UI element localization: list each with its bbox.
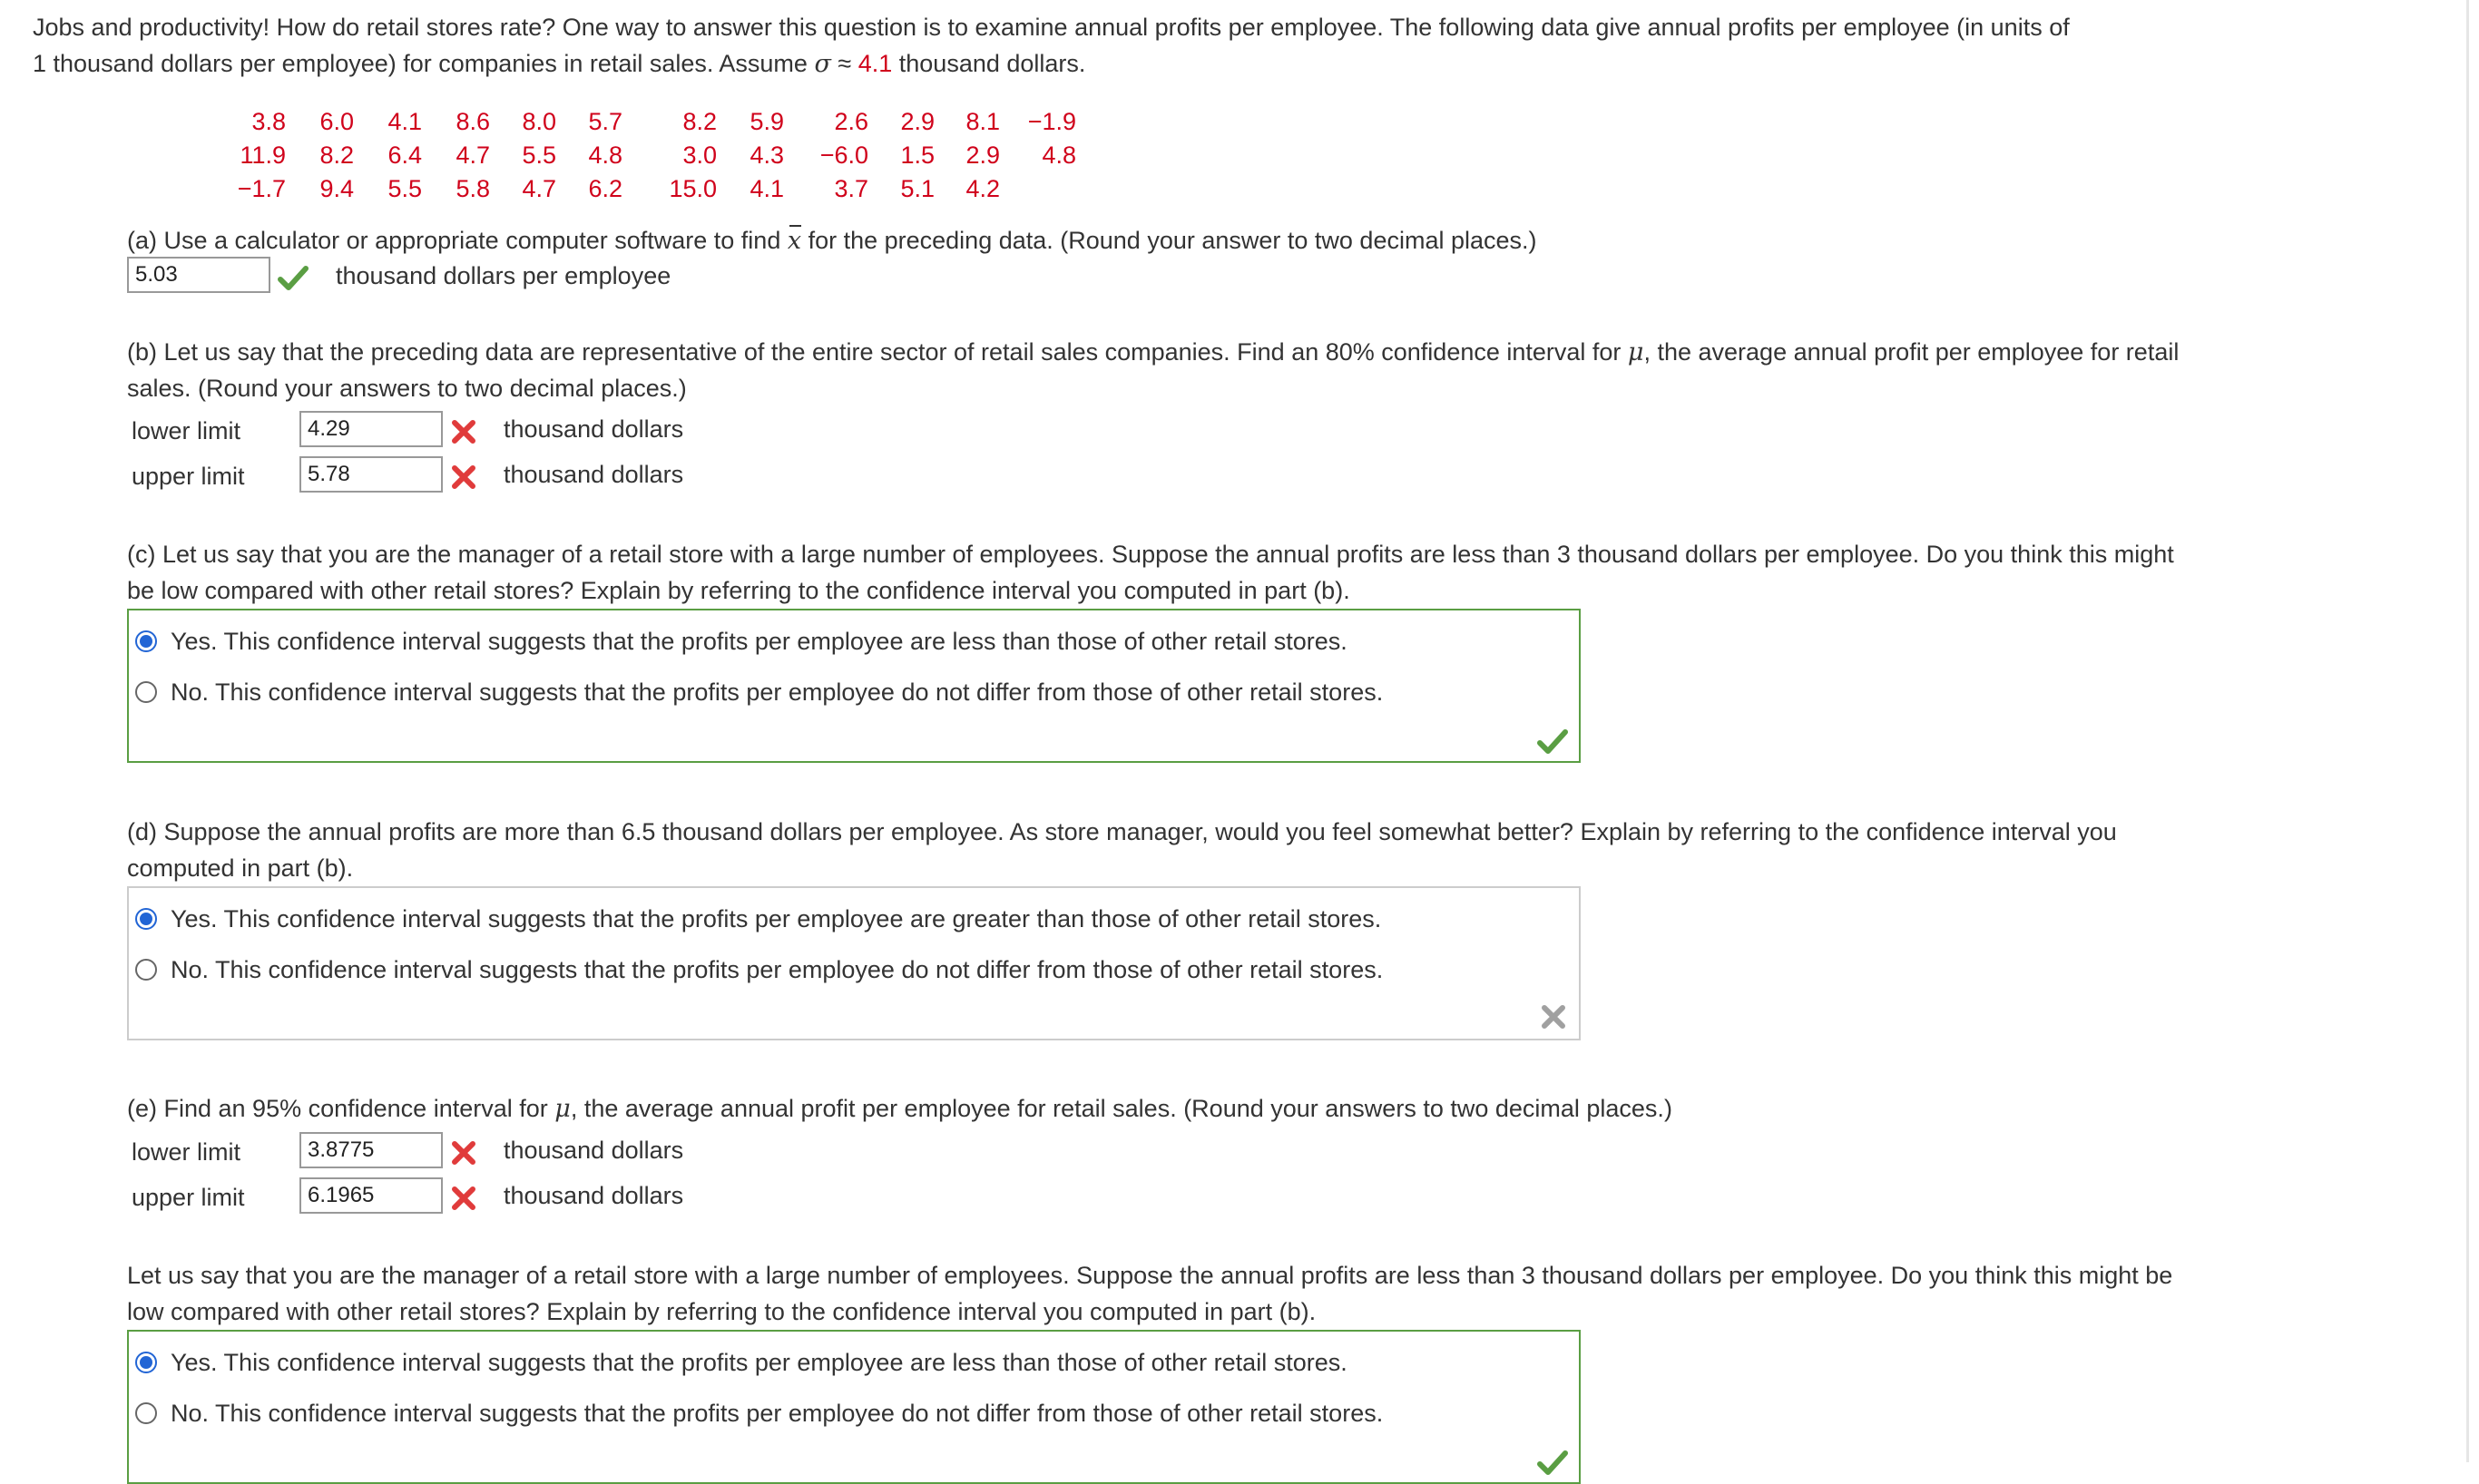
data-value: −1.9 <box>1027 108 1076 135</box>
data-value: 15.0 <box>669 175 717 202</box>
part-e-question <box>127 1090 1672 1128</box>
data-value: 3.7 <box>834 175 868 202</box>
data-value: −1.7 <box>237 175 286 202</box>
part-e-upper-input[interactable]: 6.1965 <box>299 1177 443 1214</box>
part-e-question-text: (e) Find an 95% confidence interval for <box>127 1095 555 1122</box>
check-icon <box>1537 1450 1568 1477</box>
part-b-lower-unit: thousand dollars <box>504 415 684 443</box>
part-e-lower-input[interactable]: 3.8775 <box>299 1132 443 1168</box>
part-e-question-text-end: , the average annual profit per employee for retail sales. (Round your answers to two decimal places.) <box>570 1095 1672 1122</box>
data-value: 8.1 <box>965 108 1000 135</box>
data-value: 4.3 <box>750 142 784 169</box>
part-e-lower-unit: thousand dollars <box>504 1137 684 1164</box>
part-d-question-line-2: computed in part (b). <box>127 854 354 882</box>
part-b-lower-input[interactable]: 4.29 <box>299 411 443 447</box>
part-c-option-no[interactable]: No. This confidence interval suggests that the profits per employee do not differ from those of other retail stores. <box>171 679 1384 706</box>
mu-symbol: μ <box>1627 338 1644 366</box>
part-b-question-text-end: , the average annual profit per employee for retail <box>1643 338 2180 366</box>
part-c-question-line-1: (c) Let us say that you are the manager of a retail store with a large number of employees. Suppose the annual profits are less than 3 thousand dollars per employee. Do you think this might <box>127 541 2174 568</box>
data-value: 6.0 <box>319 108 354 135</box>
part-e-lower-label: lower limit <box>132 1138 241 1166</box>
data-value: 4.7 <box>456 142 490 169</box>
data-value: 8.0 <box>522 108 556 135</box>
part-b-upper-unit: thousand dollars <box>504 461 684 488</box>
part-f-radio-yes[interactable] <box>135 1352 157 1373</box>
part-d-radio-no[interactable] <box>135 959 157 981</box>
part-f-option-yes[interactable]: Yes. This confidence interval suggests that the profits per employee are less than those of other retail stores. <box>171 1349 1347 1376</box>
intro-text-b: thousand dollars. <box>892 50 1086 77</box>
part-f-option-no[interactable]: No. This confidence interval suggests that the profits per employee do not differ from those of other retail stores. <box>171 1400 1384 1427</box>
part-d-radio-yes[interactable] <box>135 908 157 930</box>
gray-cross-icon <box>1541 1004 1566 1030</box>
mu-symbol: μ <box>554 1095 571 1123</box>
data-value: −6.0 <box>819 142 868 169</box>
approx-symbol: ≈ <box>830 50 858 77</box>
part-a-question-text: (a) Use a calculator or appropriate computer software to find <box>127 227 788 254</box>
data-value: 8.6 <box>456 108 490 135</box>
data-value: 2.6 <box>834 108 868 135</box>
data-value: 8.2 <box>319 142 354 169</box>
part-b-upper-input[interactable]: 5.78 <box>299 456 443 493</box>
part-f-question-line-2: low compared with other retail stores? Explain by referring to the confidence interval you computed in part (b). <box>127 1298 1317 1325</box>
data-value: 5.7 <box>588 108 622 135</box>
sigma-value: 4.1 <box>857 50 893 77</box>
cross-icon <box>451 419 476 444</box>
part-c-choice-box <box>127 609 1581 763</box>
part-f-radio-no[interactable] <box>135 1402 157 1424</box>
data-value: 11.9 <box>240 142 286 169</box>
data-value: 2.9 <box>965 142 1000 169</box>
data-value: 5.8 <box>456 175 490 202</box>
part-b-question-line-1 <box>127 334 2179 371</box>
intro-text-a: 1 thousand dollars per employee) for companies in retail sales. Assume <box>33 50 815 77</box>
data-value: 5.5 <box>522 142 556 169</box>
part-d-option-yes[interactable]: Yes. This confidence interval suggests that the profits per employee are greater than those of other retail stores. <box>171 905 1382 932</box>
data-value: 4.2 <box>965 175 1000 202</box>
part-b-question-line-2: sales. (Round your answers to two decimal places.) <box>127 375 687 402</box>
data-value: 9.4 <box>319 175 354 202</box>
data-value: 3.0 <box>682 142 717 169</box>
part-a-answer-input[interactable]: 5.03 <box>127 257 270 293</box>
x-bar-symbol: x <box>788 223 801 259</box>
part-b-question-text: (b) Let us say that the preceding data are representative of the entire sector of retail sales companies. Find an 80% confidence interval for <box>127 338 1628 366</box>
part-c-question-line-2: be low compared with other retail stores? Explain by referring to the confidence interval you computed in part (b). <box>127 577 1350 604</box>
data-value: 4.1 <box>387 108 422 135</box>
part-c-radio-no[interactable] <box>135 681 157 703</box>
intro-line-1: Jobs and productivity! How do retail stores rate? One way to answer this question is to examine annual profits per employee. The following data give annual profits per employee (in units of <box>33 14 2070 41</box>
part-d-option-no[interactable]: No. This confidence interval suggests that the profits per employee do not differ from those of other retail stores. <box>171 956 1384 983</box>
data-value: 8.2 <box>682 108 717 135</box>
part-d-choice-box <box>127 886 1581 1040</box>
part-f-choice-box <box>127 1330 1581 1484</box>
part-e-upper-unit: thousand dollars <box>504 1182 684 1209</box>
page-border <box>2466 0 2469 1462</box>
data-value: 4.1 <box>750 175 784 202</box>
part-a-unit: thousand dollars per employee <box>336 262 671 289</box>
part-c-radio-yes[interactable] <box>135 630 157 652</box>
part-a-question <box>127 222 1537 259</box>
data-value: 6.2 <box>588 175 622 202</box>
check-icon <box>278 265 309 292</box>
part-d-question-line-1: (d) Suppose the annual profits are more than 6.5 thousand dollars per employee. As store manager, would you feel somewhat better? Explain by referring to the confidence interval you <box>127 818 2117 845</box>
cross-icon <box>451 1140 476 1166</box>
data-value: 5.9 <box>750 108 784 135</box>
part-a-question-text-end: for the preceding data. (Round your answer to two decimal places.) <box>801 227 1537 254</box>
data-value: 4.7 <box>522 175 556 202</box>
data-value: 6.4 <box>387 142 422 169</box>
part-f-question-line-1: Let us say that you are the manager of a retail store with a large number of employees. Suppose the annual profits are less than 3 thousand dollars per employee. Do you think this might be <box>127 1262 2173 1289</box>
check-icon <box>1537 728 1568 756</box>
data-value: 4.8 <box>1042 142 1076 169</box>
data-value: 4.8 <box>588 142 622 169</box>
part-b-upper-label: upper limit <box>132 463 245 490</box>
cross-icon <box>451 1186 476 1211</box>
part-e-upper-label: upper limit <box>132 1184 245 1211</box>
intro-line-2 <box>33 45 1085 83</box>
cross-icon <box>451 464 476 490</box>
data-value: 3.8 <box>251 108 286 135</box>
data-value: 2.9 <box>900 108 935 135</box>
data-value: 1.5 <box>900 142 935 169</box>
data-value: 5.1 <box>900 175 935 202</box>
part-b-lower-label: lower limit <box>132 417 241 444</box>
part-c-option-yes[interactable]: Yes. This confidence interval suggests that the profits per employee are less than those of other retail stores. <box>171 628 1347 655</box>
sigma-symbol: σ <box>814 50 831 78</box>
data-value: 5.5 <box>387 175 422 202</box>
